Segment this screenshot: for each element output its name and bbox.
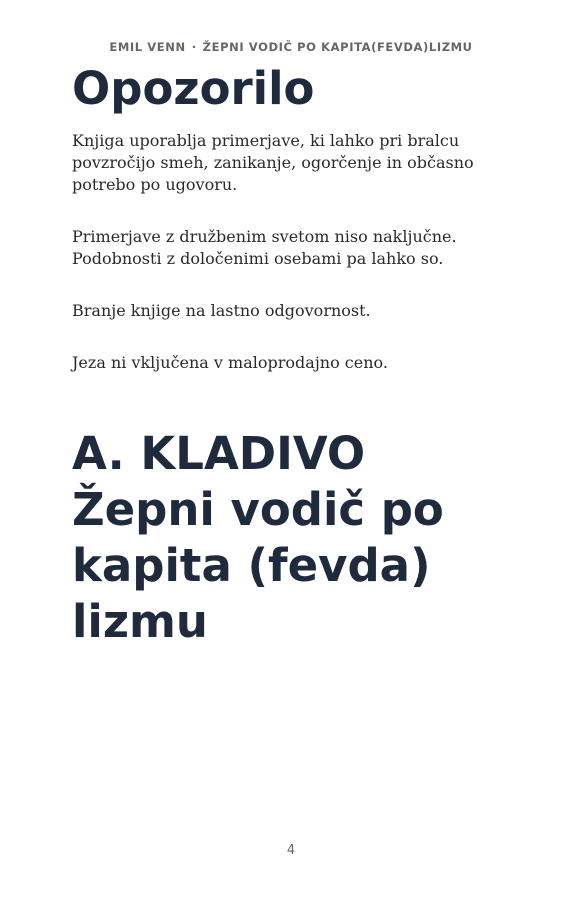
section-title: Opozorilo: [72, 62, 315, 115]
header-separator: ·: [191, 40, 197, 54]
page-content: [72, 62, 512, 650]
running-header: [0, 40, 582, 54]
paragraph-1: Knjiga uporablja primerjave, ki lahko pri bralcu povzročijo smeh, zanikanje, ogorčenje in občasno potrebo po ugovoru.: [72, 131, 474, 194]
paragraph-3: Branje knjige na lastno odgovornost.: [72, 301, 371, 320]
book-title-block: [72, 426, 512, 650]
header-author: EMIL VENN: [109, 40, 186, 54]
paragraph-2: Primerjave z družbenim svetom niso naključne. Podobnosti z določenimi osebami pa lahko so.: [72, 227, 457, 268]
book-title-line-1: A. KLADIVO: [72, 427, 366, 480]
paragraph-4: Jeza ni vključena v maloprodajno ceno.: [72, 353, 388, 372]
page-number: 4: [286, 843, 296, 858]
header-book-title: ŽEPNI VODIČ PO KAPITA(FEVDA)LIZMU: [202, 40, 473, 54]
book-title-line-2: Žepni vodič po: [72, 483, 444, 536]
book-title-line-3: kapita (fevda): [72, 539, 431, 592]
book-title-line-4: lizmu: [72, 595, 208, 648]
